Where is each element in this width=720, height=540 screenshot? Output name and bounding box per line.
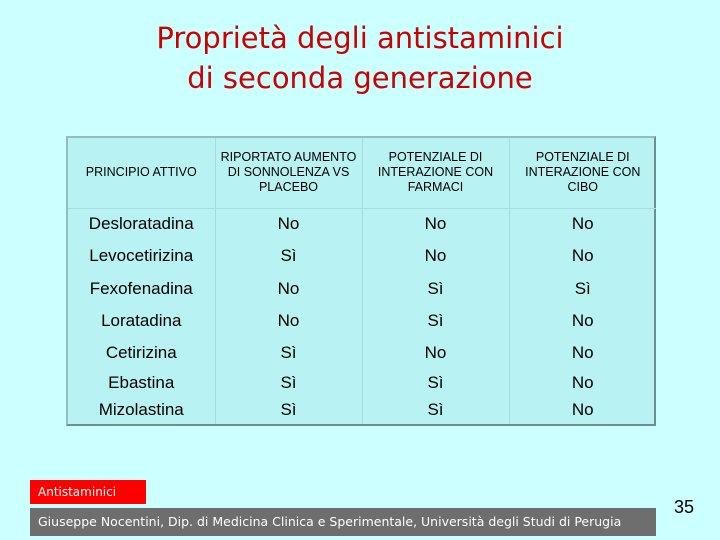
farmaci-value: Sì: [362, 305, 509, 337]
sonnolenza-value: Sì: [215, 397, 362, 424]
properties-table: [66, 136, 656, 426]
drug-name: Ebastina: [68, 369, 215, 396]
cibo-value: Sì: [574, 278, 591, 298]
sonnolenza-value: Sì: [215, 337, 362, 369]
table-row: [68, 305, 656, 337]
table-row: [68, 273, 656, 305]
sonnolenza-value: No: [215, 208, 362, 240]
cibo-value: No: [571, 343, 594, 363]
table-row: [68, 369, 656, 396]
drug-name: Loratadina: [68, 305, 215, 337]
table-row: [68, 337, 656, 369]
farmaci-value: No: [362, 208, 509, 240]
farmaci-value: Sì: [362, 369, 509, 396]
farmaci-value: Sì: [362, 397, 509, 424]
table-row: [68, 208, 656, 240]
cibo-value: No: [571, 214, 594, 234]
page-number: 35: [673, 497, 695, 517]
farmaci-value: No: [362, 240, 509, 272]
header-sonnolenza: RIPORTATO AUMENTO DI SONNOLENZA VS PLACEBO: [215, 138, 362, 208]
sonnolenza-value: Sì: [215, 240, 362, 272]
cibo-value: No: [571, 246, 594, 266]
header-principio-attivo: PRINCIPIO ATTIVO: [68, 138, 215, 208]
farmaci-value: No: [362, 337, 509, 369]
header-interazione-farmaci: POTENZIALE DI INTERAZIONE CON FARMACI: [362, 138, 509, 208]
footer-credit: Giuseppe Nocentini, Dip. di Medicina Clinica e Sperimentale, Università degli Studi di Perugia: [30, 508, 656, 536]
drug-name: Desloratadina: [68, 208, 215, 240]
sonnolenza-value: Sì: [215, 369, 362, 396]
table-row: [68, 397, 656, 424]
slide-title-line-2: di seconda generazione: [187, 61, 533, 95]
drug-name: Fexofenadina: [68, 273, 215, 305]
table-header-row: [68, 138, 656, 208]
drug-name: Cetirizina: [68, 337, 215, 369]
header-interazione-cibo: POTENZIALE DI INTERAZIONE CON CIBO: [509, 138, 656, 208]
drug-name: Levocetirizina: [68, 240, 215, 272]
antihistamine-table: [68, 138, 656, 424]
cibo-value: No: [571, 400, 594, 420]
cibo-value: No: [571, 373, 594, 393]
slide-title: [0, 18, 720, 98]
table-row: [68, 240, 656, 272]
slide-title-line-1: Proprietà degli antistaminici: [156, 21, 564, 55]
drug-name: Mizolastina: [68, 397, 215, 424]
farmaci-value: Sì: [362, 273, 509, 305]
sonnolenza-value: No: [215, 273, 362, 305]
cibo-value: No: [571, 311, 594, 331]
footer-topic-label: Antistaminici: [30, 480, 146, 504]
sonnolenza-value: No: [215, 305, 362, 337]
